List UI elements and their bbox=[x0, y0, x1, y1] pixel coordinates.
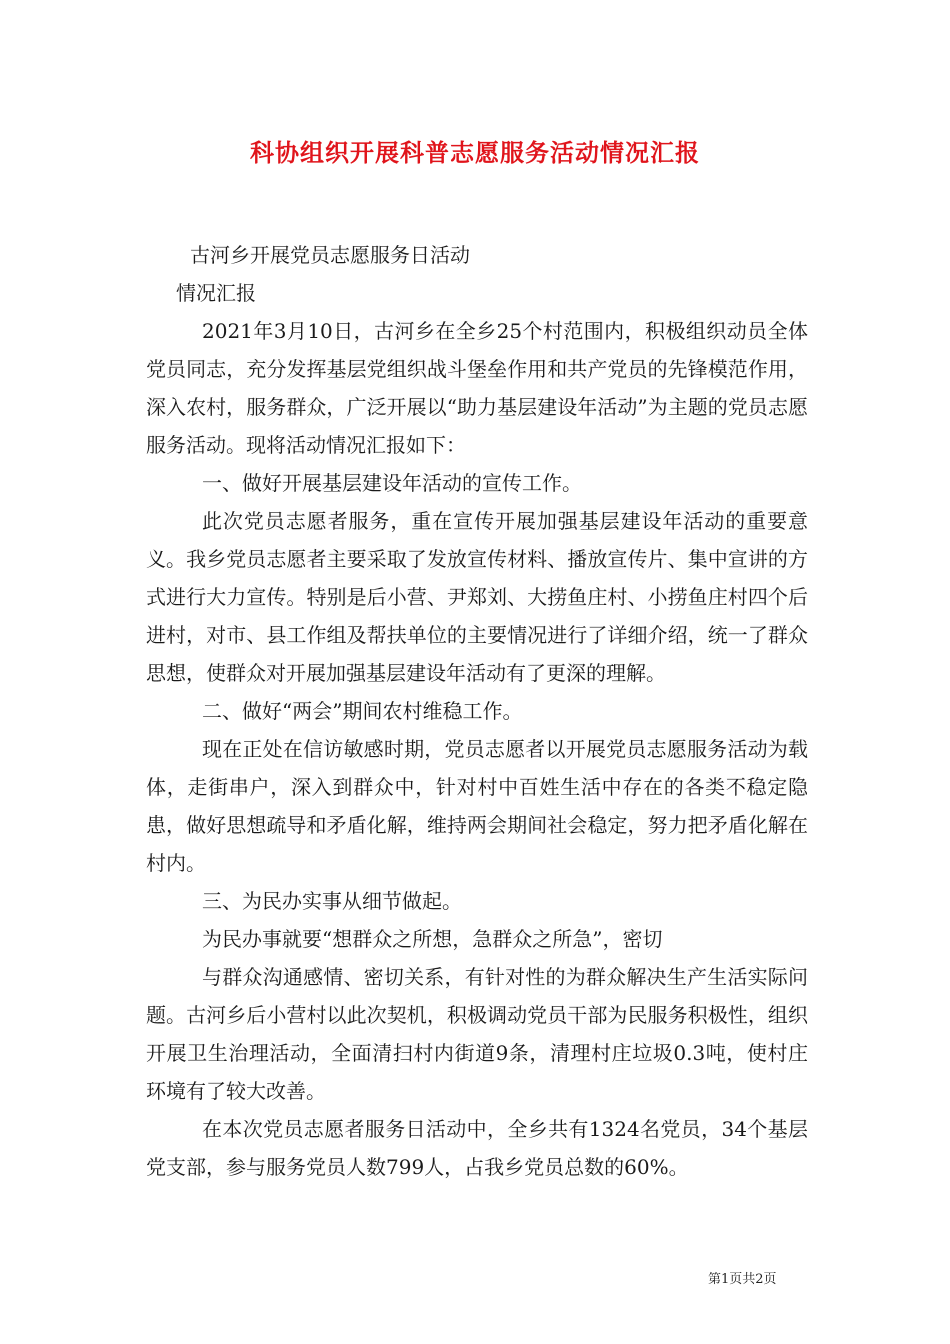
paragraph-section-1: 此次党员志愿者服务，重在宣传开展加强基层建设年活动的重要意义。我乡党员志愿者主要采取了发放宣传材料、播放宣传片、集中宣讲的方式进行大力宣传。特别是后小营、尹郑刘、大捞鱼庄村、小捞鱼庄村四个后进村，对市、县工作组及帮扶单位的主要情况进行了详细介绍，统一了群众思想，使群众对开展加强基层建设年活动有了更深的理解。 bbox=[146, 509, 808, 685]
paragraph-summary: 在本次党员志愿者服务日活动中，全乡共有1324名党员，34个基层党支部，参与服务党员人数799人，占我乡党员总数的60%。 bbox=[146, 1117, 808, 1179]
page-number: 第1页共2页 bbox=[708, 1272, 777, 1287]
paragraph-section-3-start: 为民办事就要“想群众之所想，急群众之所急”，密切 bbox=[202, 927, 663, 951]
paragraph-section-3-cont: 与群众沟通感情、密切关系，有针对性的为群众解决生产生活实际问题。古河乡后小营村以此次契机，积极调动党员干部为民服务积极性，组织开展卫生治理活动，全面清扫村内街道9条，清理村庄垃圾0.3吨，使村庄环境有了较大改善。 bbox=[146, 965, 808, 1103]
section-heading-2: 二、做好“两会”期间农村维稳工作。 bbox=[202, 699, 523, 723]
subtitle-line-2: 情况汇报 bbox=[176, 281, 256, 305]
document-title: 科协组织开展科普志愿服务活动情况汇报 bbox=[250, 139, 700, 167]
paragraph-section-2: 现在正处在信访敏感时期，党员志愿者以开展党员志愿服务活动为载体，走街串户，深入到群众中，针对村中百姓生活中存在的各类不稳定隐患，做好思想疏导和矛盾化解，维持两会期间社会稳定，努力把矛盾化解在村内。 bbox=[146, 737, 808, 875]
section-heading-1: 一、做好开展基层建设年活动的宣传工作。 bbox=[202, 471, 582, 495]
subtitle-line-1: 古河乡开展党员志愿服务日活动 bbox=[190, 243, 470, 267]
paragraph-intro: 2021年3月10日，古河乡在全乡25个村范围内，积极组织动员全体党员同志，充分发挥基层党组织战斗堡垒作用和共产党员的先锋模范作用，深入农村，服务群众，广泛开展以“助力基层建设年活动”为主题的党员志愿服务活动。现将活动情况汇报如下： bbox=[146, 319, 808, 457]
section-heading-3: 三、为民办实事从细节做起。 bbox=[202, 889, 462, 913]
document-body bbox=[146, 236, 808, 1186]
